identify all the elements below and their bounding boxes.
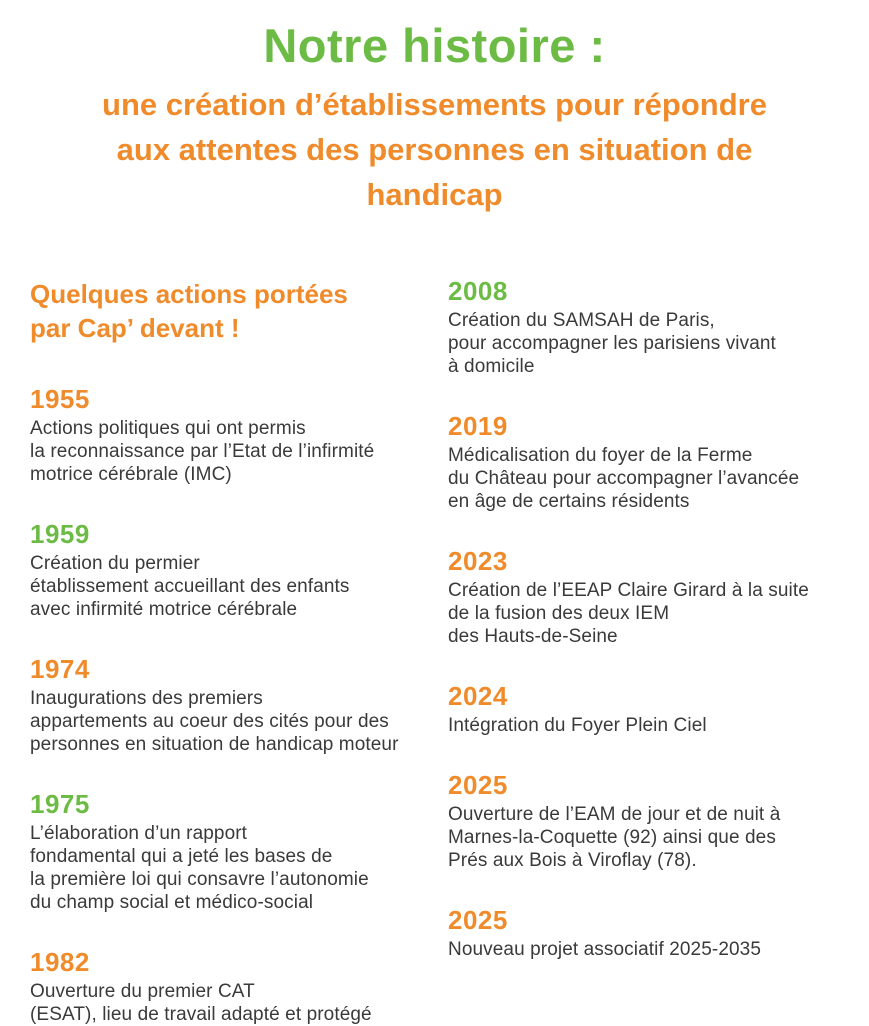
subtitle-line: aux attentes des personnes en situation de — [116, 132, 753, 167]
timeline-entry-1975 — [30, 790, 448, 914]
description-line: la première loi qui consavre l’autonomie — [30, 869, 369, 890]
page-subtitle — [0, 82, 869, 217]
timeline-column-right — [448, 277, 839, 1026]
description-line: appartements au coeur des cités pour des — [30, 711, 389, 732]
timeline-entry-1982 — [30, 948, 448, 1026]
description-line: Création du SAMSAH de Paris, — [448, 310, 715, 331]
description-line: Intégration du Foyer Plein Ciel — [448, 715, 707, 736]
entry-year: 2023 — [448, 546, 508, 576]
entry-year: 2024 — [448, 681, 508, 711]
entry-year: 2025 — [448, 770, 508, 800]
description-line: motrice cérébrale (IMC) — [30, 464, 232, 485]
description-line: Actions politiques qui ont permis — [30, 418, 306, 439]
entry-description — [448, 444, 839, 513]
description-line: avec infirmité motrice cérébrale — [30, 599, 298, 620]
entry-year: 2019 — [448, 411, 508, 441]
description-line: à domicile — [448, 356, 535, 377]
description-line: de la fusion des deux IEM — [448, 603, 670, 624]
description-line: la reconnaissance par l’Etat de l’infirmité — [30, 441, 375, 462]
description-line: du champ social et médico-social — [30, 892, 314, 913]
description-line: Nouveau projet associatif 2025-2035 — [448, 939, 761, 960]
description-line: Prés aux Bois à Viroflay (78). — [448, 850, 697, 871]
description-line: personnes en situation de handicap moteur — [30, 734, 399, 755]
entry-description — [30, 980, 448, 1026]
timeline-entry-2019 — [448, 412, 839, 513]
page-title: Notre histoire : — [263, 19, 606, 72]
timeline-column-left — [30, 277, 448, 1026]
description-line: fondamental qui a jeté les bases de — [30, 846, 333, 867]
timeline-entry-2025-projet — [448, 906, 839, 961]
timeline-columns — [0, 277, 869, 1026]
description-line: Médicalisation du foyer de la Ferme — [448, 445, 753, 466]
entry-description — [448, 714, 839, 737]
description-line: L’élaboration d’un rapport — [30, 823, 248, 844]
description-line: Ouverture du premier CAT — [30, 981, 255, 1002]
description-line: du Château pour accompagner l’avancée — [448, 468, 800, 489]
entry-description — [448, 938, 839, 961]
description-line: pour accompagner les parisiens vivant — [448, 333, 776, 354]
entry-year: 1975 — [30, 789, 90, 819]
entry-year: 2008 — [448, 276, 508, 306]
description-line: Inaugurations des premiers — [30, 688, 263, 709]
timeline-entry-1974 — [30, 655, 448, 756]
entry-year: 1974 — [30, 654, 90, 684]
page-header — [0, 20, 869, 217]
description-line: Création du permier — [30, 553, 200, 574]
description-line: établissement accueillant des enfants — [30, 576, 350, 597]
subtitle-line: handicap — [366, 177, 503, 212]
description-line: Marnes-la-Coquette (92) ainsi que des — [448, 827, 776, 848]
intro-heading — [30, 277, 448, 345]
entry-description — [30, 822, 448, 914]
description-line: des Hauts-de-Seine — [448, 626, 618, 647]
entry-description — [30, 687, 448, 756]
timeline-entry-1955 — [30, 385, 448, 486]
entry-description — [448, 309, 839, 378]
entry-year: 1959 — [30, 519, 90, 549]
entry-description — [30, 552, 448, 621]
subtitle-line: une création d’établissements pour répondre — [102, 87, 767, 122]
timeline-entry-1959 — [30, 520, 448, 621]
timeline-entry-2025-eam — [448, 771, 839, 872]
description-line: (ESAT), lieu de travail adapté et protégé — [30, 1004, 372, 1025]
timeline-entry-2008 — [448, 277, 839, 378]
timeline-entry-2023 — [448, 547, 839, 648]
entry-description — [30, 417, 448, 486]
timeline-entry-2024 — [448, 682, 839, 737]
description-line: Création de l’EEAP Claire Girard à la suite — [448, 580, 809, 601]
entry-year: 1982 — [30, 947, 90, 977]
entry-year: 2025 — [448, 905, 508, 935]
entry-description — [448, 579, 839, 648]
intro-heading-line: par Cap’ devant ! — [30, 313, 240, 343]
description-line: Ouverture de l’EAM de jour et de nuit à — [448, 804, 781, 825]
entry-year: 1955 — [30, 384, 90, 414]
description-line: en âge de certains résidents — [448, 491, 690, 512]
entry-description — [448, 803, 839, 872]
intro-heading-line: Quelques actions portées — [30, 279, 348, 309]
